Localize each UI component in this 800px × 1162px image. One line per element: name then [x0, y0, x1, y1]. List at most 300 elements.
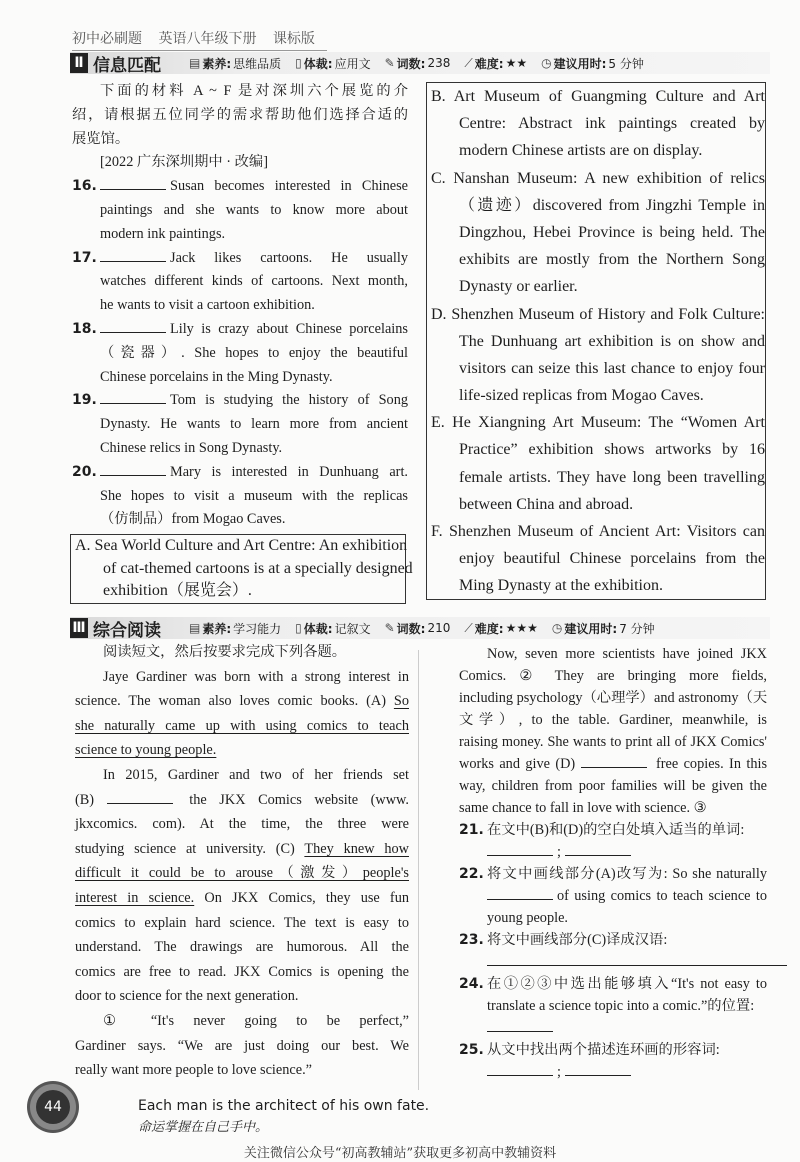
text-line [459, 929, 767, 951]
text: In 2015, Gardiner and two of her friends set [103, 766, 409, 783]
text-line [459, 1017, 767, 1039]
question-number [459, 907, 487, 929]
line-text [487, 841, 767, 863]
text: 将文中画线部分(C)译成汉语: [487, 932, 668, 948]
question-number [72, 485, 100, 509]
line-text [75, 665, 409, 690]
line-text [487, 1017, 767, 1039]
meta-label: 素养: [202, 56, 232, 71]
text: including psychology（心理学）and astronomy（天 [459, 690, 768, 706]
line-text [75, 1034, 409, 1059]
pen-icon: ✎ [384, 56, 395, 70]
question-number: 19. [72, 392, 97, 409]
text: jkxcomics. com). At the time, the three were [75, 816, 409, 833]
text-line [72, 104, 408, 128]
book-icon: ▤ [189, 56, 201, 70]
running-header [72, 28, 327, 51]
text-line [431, 165, 765, 192]
line-text [100, 318, 408, 342]
text: Tom is studying the history of Song [170, 392, 408, 409]
underlined-text: science to young people. [75, 742, 217, 759]
meta-value: 思维品质 [233, 56, 282, 71]
meta-label: 建议用时: [553, 56, 607, 71]
text-line [72, 247, 408, 271]
line-text [459, 775, 767, 797]
underlined-text: They knew how [304, 840, 409, 857]
text: Mary is interested in Dunhuang art. [170, 463, 408, 480]
text: Chinese relics in Song Dynasty. [100, 439, 283, 456]
section-title: 信息匹配 [93, 55, 161, 76]
text: Dingzhou, Hebei Province is being held. The [459, 223, 765, 241]
text-line [431, 328, 765, 355]
line-text [487, 951, 791, 973]
text: Comics. ② They are bringing more fields, [459, 668, 767, 684]
line-text [431, 83, 765, 110]
text: Lily is crazy about Chinese porcelains [170, 320, 408, 337]
line-text [431, 545, 765, 572]
text: 绍，请根据五位同学的需求帮助他们选择合适的 [72, 106, 408, 123]
question-number [72, 294, 100, 318]
line-text [431, 301, 765, 328]
text-line [459, 995, 767, 1017]
text-line [431, 464, 765, 491]
meta-clock [552, 620, 655, 637]
line-text [75, 558, 413, 581]
text: free copies. In this [655, 756, 768, 772]
line-text [459, 643, 767, 665]
text: (B) [75, 791, 95, 808]
line-text [431, 328, 765, 355]
text: paintings and she wants to know more about [100, 201, 408, 218]
question-number: 20. [72, 463, 97, 480]
question-number [459, 885, 487, 907]
answer-blank [565, 1063, 631, 1076]
text: science. The woman also loves comic books. (A) [75, 693, 386, 710]
text-line [75, 738, 409, 763]
text-line [72, 508, 408, 532]
text-line [75, 812, 409, 837]
text: life-sized replicas from Mogao Caves. [459, 387, 704, 405]
text-line [72, 294, 408, 318]
line-text [75, 714, 409, 739]
meta-label: 素养: [202, 621, 232, 636]
text: the JKX Comics website (www. [189, 791, 410, 808]
text-line [459, 1039, 767, 1061]
meta-value: ★★ [505, 56, 528, 70]
text: 从文中找出两个描述连环画的形容词: [487, 1042, 720, 1058]
text-line [75, 886, 409, 911]
options-b-f-box [426, 82, 766, 600]
text-line [459, 731, 767, 753]
text: comics to explain hard science. The text is easy to [75, 914, 409, 931]
document-icon: ▯ [295, 56, 302, 70]
meta-label: 难度: [474, 621, 504, 636]
line-text [75, 984, 409, 1009]
text-line [459, 973, 767, 995]
text: of using comics to teach science to [557, 888, 767, 904]
answer-blank [100, 463, 166, 476]
meta-pen [385, 620, 451, 637]
line-text [487, 929, 767, 951]
text: She hopes to visit a museum with the replicas [100, 487, 408, 504]
line-text [75, 535, 407, 558]
text: 文学）, to the table. Gardiner, meanwhile, is [459, 712, 767, 728]
line-text [75, 1009, 409, 1034]
question-number [72, 223, 100, 247]
reading-passage-left [75, 640, 409, 1083]
line-text [459, 709, 767, 731]
text-line [431, 382, 765, 409]
text-line [72, 175, 408, 199]
section-number: Ⅱ [70, 53, 88, 73]
meta-label: 建议用时: [564, 621, 618, 636]
text: 展览馆。 [72, 130, 130, 147]
line-text [75, 861, 409, 886]
section-2-questions [72, 80, 408, 532]
text-line [72, 151, 408, 175]
line-text [75, 788, 409, 813]
answer-blank [107, 791, 173, 804]
text-line [459, 841, 767, 863]
line-text [431, 518, 765, 545]
text-line [459, 863, 767, 885]
section-2-header [70, 52, 770, 74]
question-number: 16. [72, 178, 97, 195]
text-line [75, 1034, 409, 1059]
line-text [431, 436, 765, 463]
text: Jack likes cartoons. He usually [170, 249, 408, 266]
text: same chance to fall in love with science. ③ [459, 800, 707, 816]
line-text [100, 175, 408, 199]
text: F. Shenzhen Museum of Ancient Art: Visitors can [431, 523, 765, 540]
text-line [75, 935, 409, 960]
line-text [431, 409, 765, 436]
question-number: 17. [72, 249, 97, 266]
reading-passage-right [459, 643, 767, 1083]
line-text [431, 355, 765, 382]
text-line [75, 580, 405, 603]
text: Now, seven more scientists have joined JKX [487, 646, 767, 662]
line-text [487, 863, 767, 885]
text: E. He Xiangning Art Museum: The “Women Art [431, 414, 765, 432]
text-line [431, 219, 765, 246]
line-text [431, 137, 765, 164]
answer-blank [100, 391, 166, 404]
text: watches different kinds of cartoons. Next month, [100, 273, 408, 290]
text-line [431, 273, 765, 300]
text-line [459, 665, 767, 687]
text: visitors can seize this last chance to enjoy four [459, 359, 765, 377]
pen-icon: ✎ [384, 621, 395, 635]
line-text [459, 797, 767, 819]
text-line [75, 763, 409, 788]
meta-value: 210 [427, 621, 451, 635]
line-text [72, 151, 408, 175]
text-line [72, 342, 408, 366]
text-line [72, 318, 408, 342]
answer-blank [487, 887, 553, 900]
text: （瓷器）. She hopes to enjoy the beautiful [100, 344, 408, 361]
text: female artists. They have long been travelling [459, 468, 765, 486]
book-edition: 课标版 [272, 31, 315, 47]
meta-value: 7 分钟 [619, 621, 655, 636]
line-text [100, 461, 408, 485]
text: （遗迹）discovered from Jingzhi Temple in [459, 196, 765, 214]
text-line [459, 775, 767, 797]
text: way, children from poor families will be given the [459, 778, 767, 794]
line-text [75, 738, 409, 763]
line-text [75, 935, 409, 960]
footer-quote-cn: 命运掌握在自己手中。 [138, 1120, 269, 1135]
line-text [431, 491, 765, 518]
text: B. Art Museum of Guangming Culture and Art [431, 88, 765, 105]
text: ; [557, 1064, 561, 1080]
text-line [75, 861, 409, 886]
text-line [75, 911, 409, 936]
line-text [72, 104, 408, 128]
text: raising money. She wants to print all of JKX Comics' [459, 734, 767, 750]
text-line [431, 545, 765, 572]
answer-blank [565, 843, 631, 856]
text-line [431, 518, 765, 545]
meta-chart [464, 55, 527, 72]
text-line [459, 709, 767, 731]
footer-quote: Each man is the architect of his own fate. [138, 1098, 430, 1114]
text: Dynasty. He wants to learn more from ancient [100, 416, 408, 433]
text-line [431, 192, 765, 219]
text: exhibits are mostly from the Northern Song [459, 251, 765, 269]
text-line [459, 951, 767, 973]
line-text [459, 731, 767, 753]
meta-value: 238 [427, 56, 451, 70]
text-line [459, 1061, 767, 1083]
book-title: 初中必刷题 [72, 31, 142, 47]
text-line [72, 80, 408, 104]
text-line [72, 437, 408, 461]
text: of cat-themed cartoons is at a specially designed [103, 559, 413, 577]
text-line [75, 535, 408, 558]
text: Ming Dynasty at the exhibition. [459, 577, 663, 595]
meta-book [189, 620, 281, 637]
line-text [75, 1058, 409, 1083]
text-line [75, 714, 409, 739]
line-text [75, 812, 409, 837]
chart-icon: ⟋ [464, 55, 473, 70]
text-line [72, 389, 408, 413]
answer-blank [487, 843, 553, 856]
question-number: 24. [459, 976, 484, 992]
line-text [100, 247, 408, 271]
line-text [100, 342, 408, 366]
line-text [459, 753, 767, 775]
line-text [431, 382, 765, 409]
option-a-box [70, 534, 413, 604]
text-line [75, 1058, 409, 1083]
text-line [72, 270, 408, 294]
text: Jaye Gardiner was born with a strong interest in [103, 668, 409, 685]
text-line [72, 128, 408, 152]
answer-blank [100, 320, 166, 333]
line-text [487, 1039, 767, 1061]
question-number [72, 199, 100, 223]
line-text [100, 437, 408, 461]
line-text [431, 110, 765, 137]
text: really want more people to love science.” [75, 1062, 312, 1079]
question-number [72, 270, 100, 294]
text-line [75, 640, 409, 665]
text: comics are free to read. JKX Comics is opening the [75, 963, 409, 980]
answer-blank [581, 755, 647, 768]
watermark-text: 关注微信公众号“初高教辅站”获取更多初高中教辅资料 [243, 1146, 557, 1161]
text-line [459, 797, 767, 819]
text: 阅读短文，然后按要求完成下列各题。 [103, 644, 347, 660]
line-text [75, 689, 409, 714]
question-number [72, 342, 100, 366]
line-text [100, 413, 408, 437]
text: he wants to visit a cartoon exhibition. [100, 297, 315, 314]
line-text [75, 960, 409, 985]
meta-label: 难度: [474, 56, 504, 71]
text: The Dunhuang art exhibition is on show and [459, 332, 765, 350]
text-line [459, 907, 767, 929]
text: 在文中(B)和(D)的空白处填入适当的单词: [487, 822, 745, 838]
text: enjoy beautiful Chinese porcelains from the [459, 550, 765, 568]
section-title: 综合阅读 [93, 620, 161, 641]
question-number [72, 366, 100, 390]
question-number: 21. [459, 822, 484, 838]
text-line [72, 199, 408, 223]
question-number [459, 841, 487, 863]
line-text [100, 366, 408, 390]
underlined-text: she naturally came up with using comics to teach [75, 717, 409, 734]
meta-document [295, 55, 370, 72]
text-line [75, 689, 409, 714]
text-line [75, 960, 409, 985]
text-line [431, 301, 765, 328]
meta-book [189, 55, 281, 72]
text: 在①②③中选出能够填入“It's not easy to [487, 976, 767, 992]
meta-value: ★★★ [505, 621, 538, 635]
text-line [431, 572, 765, 599]
text-line [75, 1009, 409, 1034]
text: C. Nanshan Museum: A new exhibition of relics [431, 169, 765, 187]
text-line [459, 687, 767, 709]
underlined-text: difficult it could be to arouse（激发）people's [75, 865, 409, 882]
text: [2022 广东深圳期中 · 改编] [100, 154, 268, 171]
meta-label: 体裁: [303, 621, 333, 636]
text: D. Shenzhen Museum of History and Folk Culture: [431, 305, 765, 323]
line-text [487, 819, 767, 841]
line-text [100, 223, 408, 247]
question-number [459, 1017, 487, 1039]
clock-icon: ◷ [551, 621, 563, 635]
section-3-header [70, 617, 770, 639]
meta-pen [385, 55, 451, 72]
text: between China and abroad. [459, 495, 634, 513]
text-line [459, 885, 767, 907]
text: 将文中画线部分(A)改写为: So she naturally [487, 866, 767, 882]
answer-blank [487, 1019, 553, 1032]
text-line [431, 246, 765, 273]
text-line [459, 753, 767, 775]
line-text [431, 464, 765, 491]
book-subject: 英语八年级下册 [158, 31, 257, 47]
meta-clock [541, 55, 644, 72]
page-number: 44 [36, 1090, 70, 1124]
question-number [459, 951, 487, 973]
question-number: 23. [459, 932, 484, 948]
line-text [487, 995, 767, 1017]
line-text [100, 270, 408, 294]
text: understand. The drawings are humorous. All the [75, 939, 409, 956]
question-number: 18. [72, 320, 97, 337]
line-text [487, 1061, 767, 1083]
line-text [100, 199, 408, 223]
text: modern ink paintings. [100, 225, 226, 242]
line-text [487, 885, 767, 907]
question-number [459, 1061, 487, 1083]
document-icon: ▯ [295, 621, 302, 635]
text-line [72, 366, 408, 390]
line-text [75, 763, 409, 788]
line-text [100, 485, 408, 509]
line-text [75, 886, 409, 911]
meta-label: 词数: [396, 621, 426, 636]
line-text [431, 165, 765, 192]
line-text [431, 572, 765, 599]
meta-value: 应用文 [334, 56, 371, 71]
text-line [431, 436, 765, 463]
text-line [72, 413, 408, 437]
text-line [72, 485, 408, 509]
underlined-text: interest in science. [75, 889, 195, 906]
text-line [459, 643, 767, 665]
text-line [431, 137, 765, 164]
section-number: Ⅲ [70, 618, 88, 638]
chart-icon: ⟋ [464, 620, 473, 635]
meta-value: 5 分钟 [608, 56, 644, 71]
text: door to science for the next generation. [75, 988, 299, 1005]
text-line [431, 491, 765, 518]
meta-label: 词数: [396, 56, 426, 71]
text: （仿制品）from Mogao Caves. [100, 511, 286, 528]
line-text [100, 508, 408, 532]
question-number [72, 413, 100, 437]
line-text [75, 580, 405, 603]
line-text [487, 907, 767, 929]
text: studying science at university. (C) [75, 840, 295, 857]
text-line [75, 788, 409, 813]
text: 下面的材料 A ~ F 是对深圳六个展览的介 [100, 83, 408, 99]
meta-value: 学习能力 [233, 621, 282, 636]
answer-blank [100, 249, 166, 262]
line-text [431, 246, 765, 273]
text-line [72, 461, 408, 485]
text: On JKX Comics, they use fun [204, 889, 409, 906]
text-line [75, 558, 413, 581]
text-line [431, 110, 765, 137]
text-line [459, 819, 767, 841]
question-number [72, 437, 100, 461]
meta-document [295, 620, 370, 637]
line-text [459, 665, 767, 687]
text-line [431, 409, 765, 436]
line-text [459, 687, 767, 709]
line-text [75, 640, 409, 665]
text: ① “It's never going to be perfect,” [103, 1012, 409, 1029]
underlined-text: So [393, 693, 409, 710]
text: Gardiner says. “We are just doing our best. We [75, 1037, 409, 1054]
